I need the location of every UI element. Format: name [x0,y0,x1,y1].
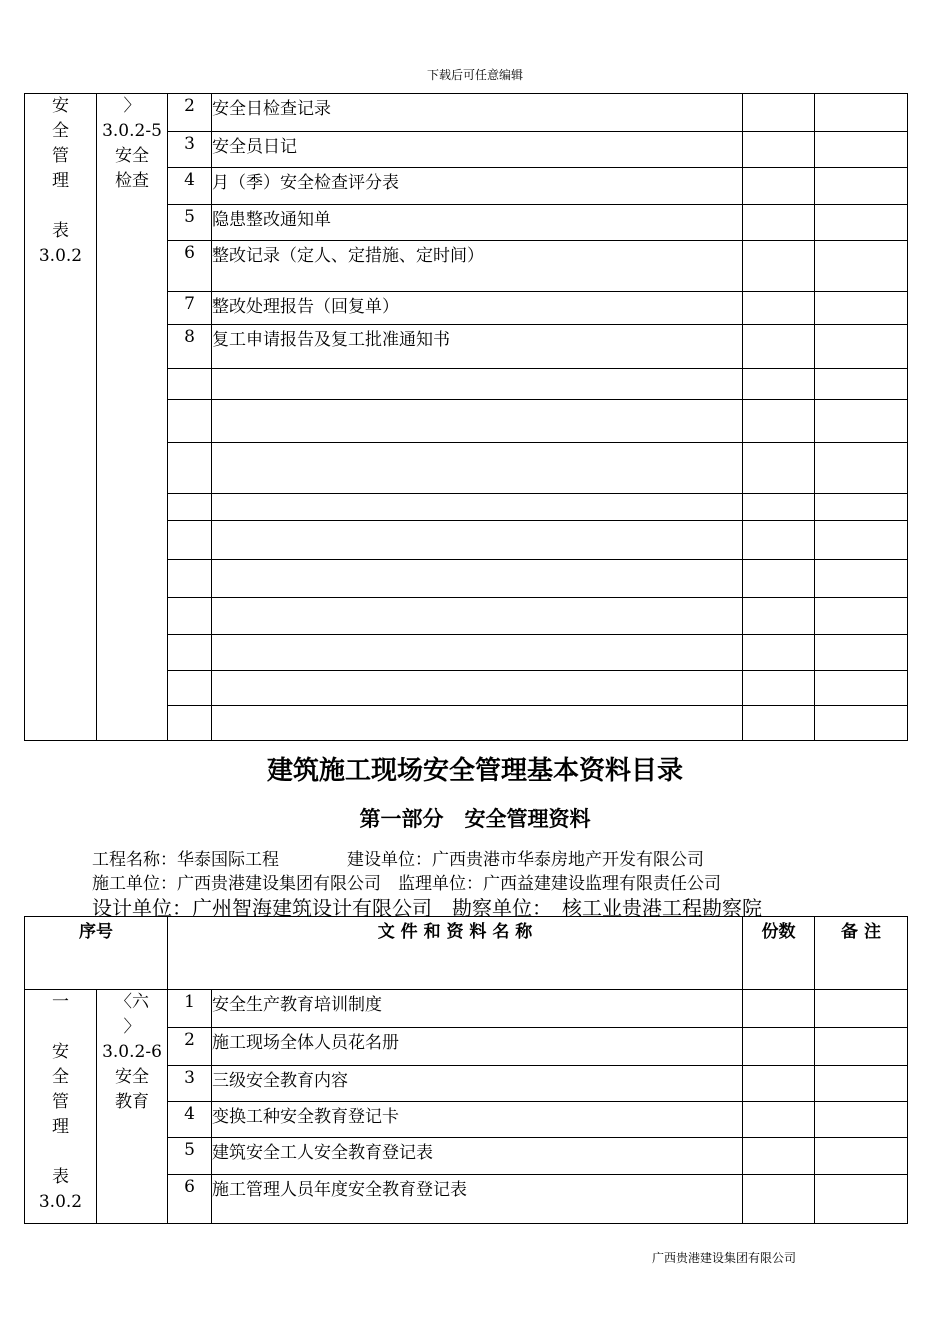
document-name-text: 安全员日记 [212,137,297,157]
copies-cell [743,671,815,706]
document-name [212,494,743,521]
section-title: 第一部分 安全管理资料 [359,806,591,831]
row-number [168,369,212,400]
remarks-cell [815,494,908,521]
remarks-cell [815,369,908,400]
row-number [168,132,212,168]
category-cell-line: 3.0.2 [38,246,83,266]
row-number [168,990,212,1028]
document-name-text: 隐患整改通知单 [212,210,331,230]
remarks-cell [815,706,908,741]
document-name-text: 月（季）安全检查评分表 [212,173,399,193]
row-number [168,168,212,205]
remarks-cell [815,1175,908,1224]
row-number [168,635,212,671]
copies-cell [743,168,815,205]
category-cell-line: 表 [52,221,69,241]
remarks-cell [815,400,908,443]
document-name-text: 整改处理报告（回复单） [212,297,399,317]
document-name [212,598,743,635]
category-cell-line: 3.0.2 [38,1192,83,1212]
copies-cell [743,369,815,400]
row-number [168,671,212,706]
remarks-cell [815,132,908,168]
row-number-text: 2 [184,1030,195,1050]
remarks-cell [815,205,908,241]
copies-cell [743,1102,815,1138]
subcategory-cell-line: 检查 [115,171,149,191]
row-number [168,521,212,560]
remarks-cell [815,521,908,560]
category-cell-line: 理 [52,171,69,191]
subcategory-cell-line: 〉 [123,1017,141,1037]
copies-cell [743,241,815,292]
category-cell-line: 管 [52,146,69,166]
row-number-text: 2 [184,96,195,116]
subcategory-cell-line: 3.0.2-6 [102,1042,162,1062]
category-cell-line: 管 [52,1092,69,1112]
copies-cell [743,990,815,1028]
subcategory-cell-line: 3.0.2-5 [102,121,162,141]
document-name [212,1175,743,1224]
project-info-line-1: 工程名称：华泰国际工程 建设单位：广西贵港市华泰房地产开发有限公司 [92,850,704,870]
remarks-cell [815,325,908,369]
copies-cell [743,521,815,560]
copies-cell [743,1028,815,1066]
remarks-cell [815,241,908,292]
category-cell-line: 一 [52,992,69,1012]
remarks-cell [815,635,908,671]
document-name [212,1102,743,1138]
subcategory-cell-line: 教育 [115,1092,149,1112]
document-name [212,400,743,443]
copies-cell [743,706,815,741]
row-number-text: 7 [184,294,195,314]
remarks-cell [815,1066,908,1102]
category-cell-line: 理 [52,1117,69,1137]
row-number [168,1138,212,1175]
row-number [168,400,212,443]
header-copies: 份数 [743,917,815,990]
header-name: 文 件 和 资 料 名 称 [168,917,743,990]
row-number-text: 1 [184,992,195,1012]
row-number [168,205,212,241]
project-info-line-2: 施工单位：广西贵港建设集团有限公司 监理单位：广西益建建设监理有限责任公司 [92,874,721,894]
category-cell-line: 安 [52,96,69,116]
table-row [25,990,908,1028]
copies-cell [743,325,815,369]
copies-cell [743,443,815,494]
remarks-cell [815,560,908,598]
category-cell-line [25,1140,96,1165]
document-name [212,205,743,241]
row-number [168,443,212,494]
category-cell-line: 全 [52,121,69,141]
footer-company: 广西贵港建设集团有限公司 [652,1251,797,1265]
subcategory-cell [97,990,168,1224]
document-name [212,168,743,205]
row-number-text: 6 [184,1177,195,1197]
document-name [212,292,743,325]
copies-cell [743,94,815,132]
row-number-text: 4 [184,170,195,190]
document-name [212,990,743,1028]
document-name [212,706,743,741]
row-number [168,1175,212,1224]
remarks-cell [815,94,908,132]
document-name [212,369,743,400]
subcategory-cell-line: 安全 [115,1067,149,1087]
copies-cell [743,292,815,325]
category-cell [25,990,97,1224]
remarks-cell [815,598,908,635]
remarks-cell [815,443,908,494]
safety-education-table [24,916,908,1224]
document-name-text: 安全生产教育培训制度 [212,995,382,1015]
row-number [168,706,212,741]
document-name-text: 施工管理人员年度安全教育登记表 [212,1180,467,1200]
category-cell-line: 全 [52,1067,69,1087]
row-number [168,94,212,132]
copies-cell [743,132,815,168]
row-number [168,292,212,325]
document-name-text: 复工申请报告及复工批准通知书 [212,330,450,350]
document-name [212,635,743,671]
table-row [25,94,908,132]
copies-cell [743,1175,815,1224]
row-number-text: 5 [184,207,195,227]
header-seq: 序号 [25,917,168,990]
copies-cell [743,205,815,241]
row-number [168,598,212,635]
remarks-cell [815,168,908,205]
document-name [212,560,743,598]
remarks-cell [815,990,908,1028]
row-number-text: 3 [184,1068,195,1088]
document-name [212,521,743,560]
document-name-text: 三级安全教育内容 [212,1071,348,1091]
copies-cell [743,400,815,443]
row-number-text: 5 [184,1140,195,1160]
row-number [168,1028,212,1066]
safety-inspection-table [24,93,908,741]
document-name-text: 建筑安全工人安全教育登记表 [212,1143,433,1163]
document-name-text: 安全日检查记录 [212,99,331,119]
category-cell [25,94,97,741]
category-cell-line: 表 [52,1167,69,1187]
document-name [212,1066,743,1102]
remarks-cell [815,1102,908,1138]
remarks-cell [815,671,908,706]
document-name-text: 施工现场全体人员花名册 [212,1033,399,1053]
row-number-text: 3 [184,134,195,154]
category-cell-line [25,194,96,219]
category-cell-line [25,1015,96,1040]
subcategory-cell-line: 〉 [123,96,141,116]
copies-cell [743,494,815,521]
document-name [212,1138,743,1175]
row-number [168,560,212,598]
header-remarks: 备 注 [815,917,908,990]
project-info-line-3: 设计单位：广州智海建筑设计有限公司 勘察单位： 核工业贵港工程勘察院 [92,896,762,920]
row-number [168,241,212,292]
document-name [212,443,743,494]
remarks-cell [815,1138,908,1175]
copies-cell [743,560,815,598]
header-note: 下载后可任意编辑 [426,68,523,82]
copies-cell [743,598,815,635]
row-number-text: 6 [184,243,195,263]
document-name [212,1028,743,1066]
row-number [168,1066,212,1102]
category-cell-line: 安 [52,1042,69,1062]
document-name-text: 整改记录（定人、定措施、定时间） [212,246,484,266]
subcategory-cell-line: 〈六 [115,992,149,1012]
document-name [212,94,743,132]
row-number [168,494,212,521]
document-name [212,671,743,706]
row-number-text: 4 [184,1104,195,1124]
document-name [212,132,743,168]
row-number [168,1102,212,1138]
document-name-text: 变换工种安全教育登记卡 [212,1107,399,1127]
row-number [168,325,212,369]
subcategory-cell-line: 安全 [115,146,149,166]
document-name [212,241,743,292]
remarks-cell [815,292,908,325]
remarks-cell [815,1028,908,1066]
document-title: 建筑施工现场安全管理基本资料目录 [266,756,683,786]
copies-cell [743,1138,815,1175]
subcategory-cell [97,94,168,741]
copies-cell [743,635,815,671]
document-name [212,325,743,369]
copies-cell [743,1066,815,1102]
row-number-text: 8 [184,327,195,347]
